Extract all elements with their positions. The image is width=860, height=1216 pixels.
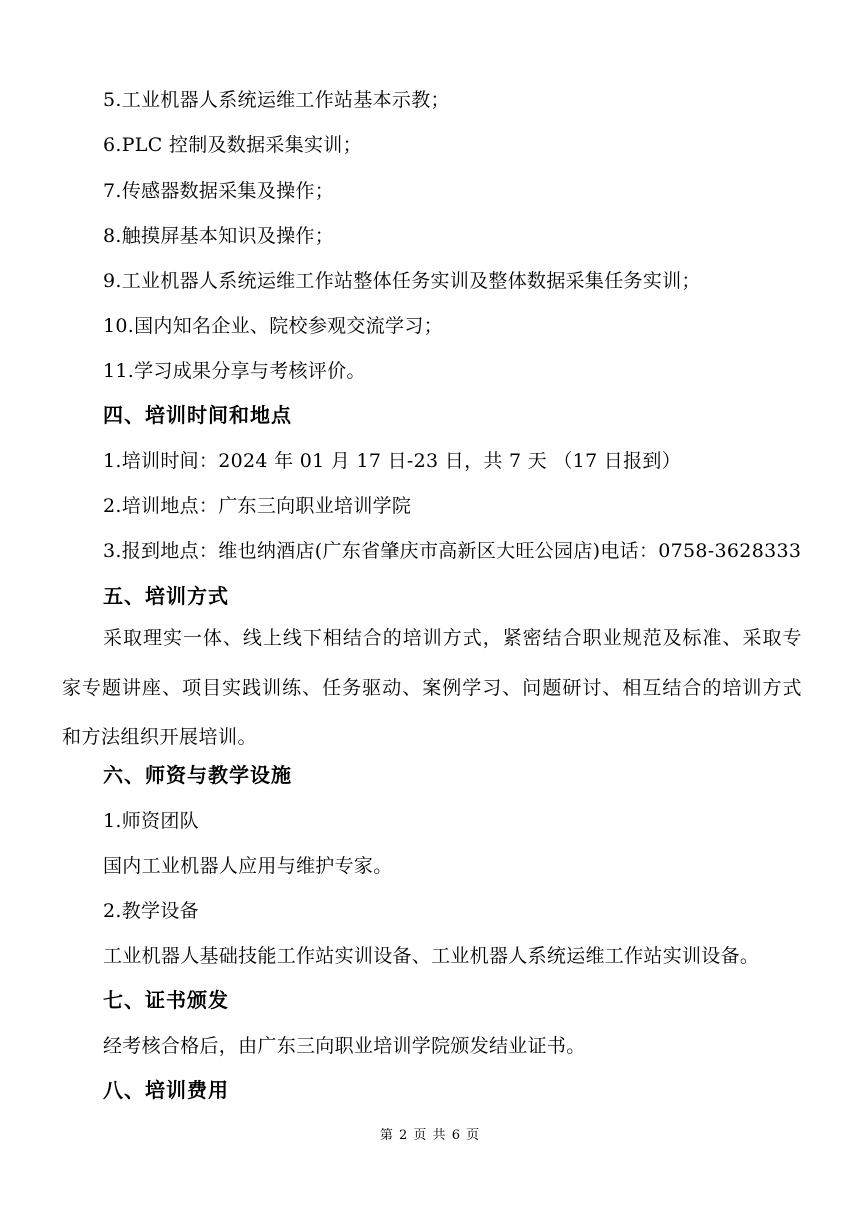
faculty-team-text: 国内工业机器人应用与维护专家。: [103, 855, 393, 877]
content-item-5: 5.工业机器人系统运维工作站基本示教；: [103, 89, 450, 111]
content-item-9: 9.工业机器人系统运维工作站整体任务实训及整体数据采集任务实训；: [103, 270, 701, 292]
section-heading-faculty: 六、师资与教学设施: [103, 763, 292, 787]
training-location: 2.培训地点：广东三向职业培训学院: [103, 495, 412, 517]
section-heading-certificate: 七、证书颁发: [103, 988, 229, 1012]
content-item-8: 8.触摸屏基本知识及操作；: [103, 225, 335, 247]
content-item-10: 10.国内知名企业、院校参观交流学习；: [103, 315, 443, 337]
teaching-equipment-title: 2.教学设备: [103, 900, 199, 922]
training-time: 1.培训时间：2024 年 01 月 17 日-23 日，共 7 天 （17 日报到）: [103, 450, 681, 472]
certificate-text: 经考核合格后，由广东三向职业培训学院颁发结业证书。: [103, 1035, 586, 1057]
section-heading-fees: 八、培训费用: [103, 1078, 229, 1102]
content-item-6: 6.PLC 控制及数据采集实训；: [103, 134, 362, 156]
content-item-7: 7.传感器数据采集及操作；: [103, 180, 335, 202]
page-number-footer: 第 2 页 共 6 页: [379, 1128, 481, 1143]
content-item-11: 11.学习成果分享与考核评价。: [103, 360, 366, 382]
registration-location: 3.报到地点：维也纳酒店(广东省肇庆市高新区大旺公园店)电话：0758-3628333: [103, 540, 802, 562]
section-heading-training-method: 五、培训方式: [103, 584, 229, 608]
teaching-equipment-text: 工业机器人基础技能工作站实训设备、工业机器人系统运维工作站实训设备。: [103, 945, 760, 967]
training-method-paragraph: 采取理实一体、线上线下相结合的培训方式，紧密结合职业规范及标准、采取专家专题讲座、项目实践训练、任务驱动、案例学习、问题研讨、相互结合的培训方式和方法组织开展培训。: [62, 627, 802, 748]
section-heading-time-location: 四、培训时间和地点: [103, 403, 292, 427]
faculty-team-title: 1.师资团队: [103, 810, 199, 832]
